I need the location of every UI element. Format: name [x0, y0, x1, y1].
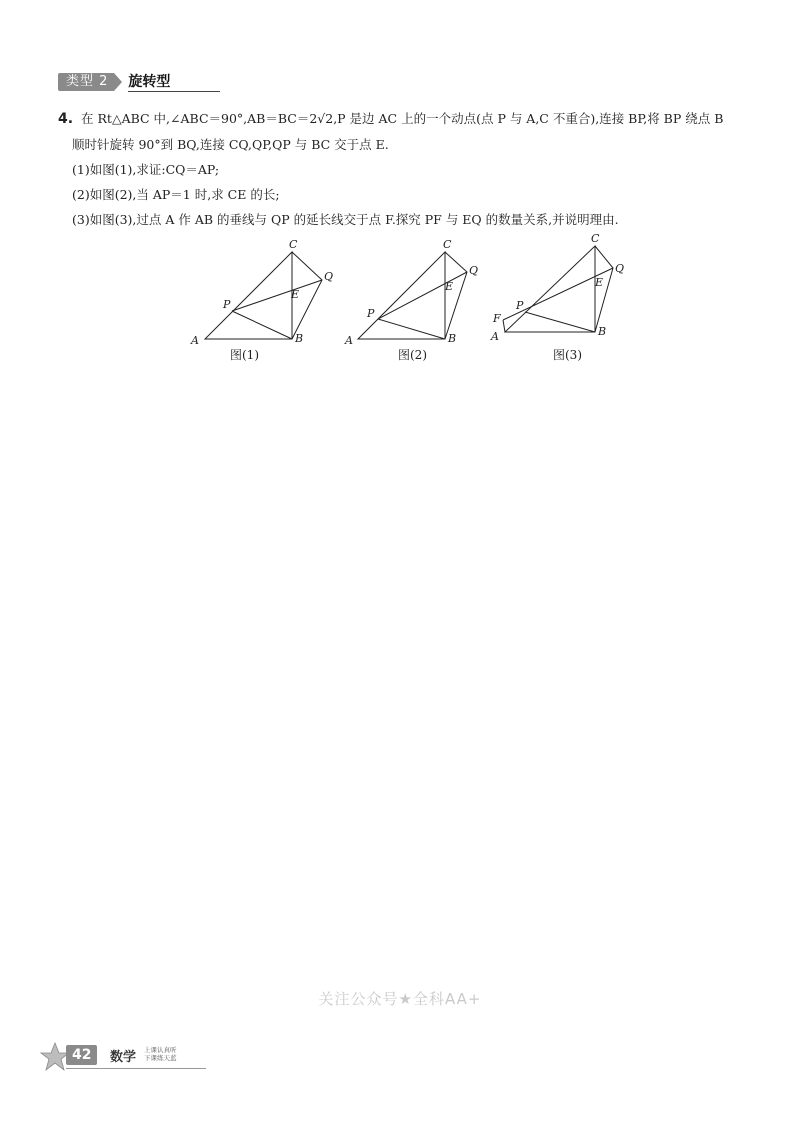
- fig2-cq-bq: [445, 252, 467, 339]
- fig3-label-a: A: [491, 330, 499, 343]
- fig3-bp: [525, 312, 595, 332]
- problem-statement-line2: 顺时针旋转 90°到 BQ,连接 CQ,QP,QP 与 BC 交于点 E.: [72, 137, 389, 152]
- section-title: 旋转型: [128, 73, 220, 92]
- fig1-label-a: A: [191, 334, 199, 347]
- section-arrow-icon: [114, 73, 122, 91]
- problem-statement-line1: [58, 106, 748, 132]
- footer-slogan-line1: 上课认真听: [144, 1046, 177, 1054]
- footer-slogan: [144, 1046, 177, 1062]
- caption-figure-3: 图(3): [553, 348, 582, 362]
- problem-text-1: 在 Rt△ABC 中,∠ABC＝90°,AB＝BC＝2√2,P 是边 AC 上的一个动点(点 P 与 A,C 不重合),连接 BP,将 BP 绕点 B: [81, 111, 724, 126]
- figure-3: [503, 246, 613, 332]
- figure-1: [205, 252, 322, 339]
- fig2-bp: [378, 319, 445, 339]
- fig1-label-q: Q: [324, 270, 334, 283]
- fig1-triangle-abc: [205, 252, 292, 339]
- fig3-label-q: Q: [615, 262, 625, 275]
- figures-row: [185, 232, 625, 367]
- fig2-label-b: B: [448, 332, 457, 345]
- watermark-text: 关注公众号★全科AA+: [318, 990, 482, 1008]
- fig2-label-p: P: [367, 307, 375, 320]
- section-type-badge: 类型 2: [58, 73, 114, 91]
- caption-figure-2: 图(2): [398, 348, 427, 362]
- fig3-label-f: F: [493, 312, 501, 325]
- problem-4: [58, 106, 748, 232]
- section-header: [58, 72, 220, 92]
- problem-part-2: (2)如图(2),当 AP＝1 时,求 CE 的长;: [72, 187, 280, 202]
- footer-subject: 数学: [110, 1050, 137, 1065]
- fig3-cq-bq: [595, 246, 613, 332]
- figure-2: [358, 252, 467, 339]
- fig1-label-c: C: [289, 238, 298, 251]
- caption-figure-1: 图(1): [230, 348, 259, 362]
- fig2-label-a: A: [345, 334, 353, 347]
- fig3-af: [503, 320, 505, 332]
- problem-part-3: (3)如图(3),过点 A 作 AB 的垂线与 QP 的延长线交于点 F.探究 PF 与 EQ 的数量关系,并说明理由.: [72, 212, 619, 227]
- problem-part-1: (1)如图(1),求证:CQ＝AP;: [72, 162, 220, 177]
- fig2-label-e: E: [445, 280, 454, 293]
- page-footer: [40, 1042, 190, 1072]
- fig3-label-p: P: [516, 299, 524, 312]
- fig1-bp: [232, 311, 292, 339]
- page-number: 42: [66, 1045, 97, 1065]
- fig3-label-c: C: [591, 232, 600, 245]
- fig2-label-q: Q: [469, 264, 479, 277]
- footer-slogan-line2: 下课练天蓝: [144, 1054, 177, 1062]
- footer-divider: [66, 1068, 206, 1069]
- fig3-label-b: B: [598, 325, 607, 338]
- fig1-label-e: E: [291, 288, 300, 301]
- problem-number: 4.: [58, 111, 74, 127]
- fig1-label-b: B: [295, 332, 304, 345]
- fig2-label-c: C: [443, 238, 452, 251]
- fig1-label-p: P: [223, 298, 231, 311]
- fig3-label-e: E: [595, 276, 604, 289]
